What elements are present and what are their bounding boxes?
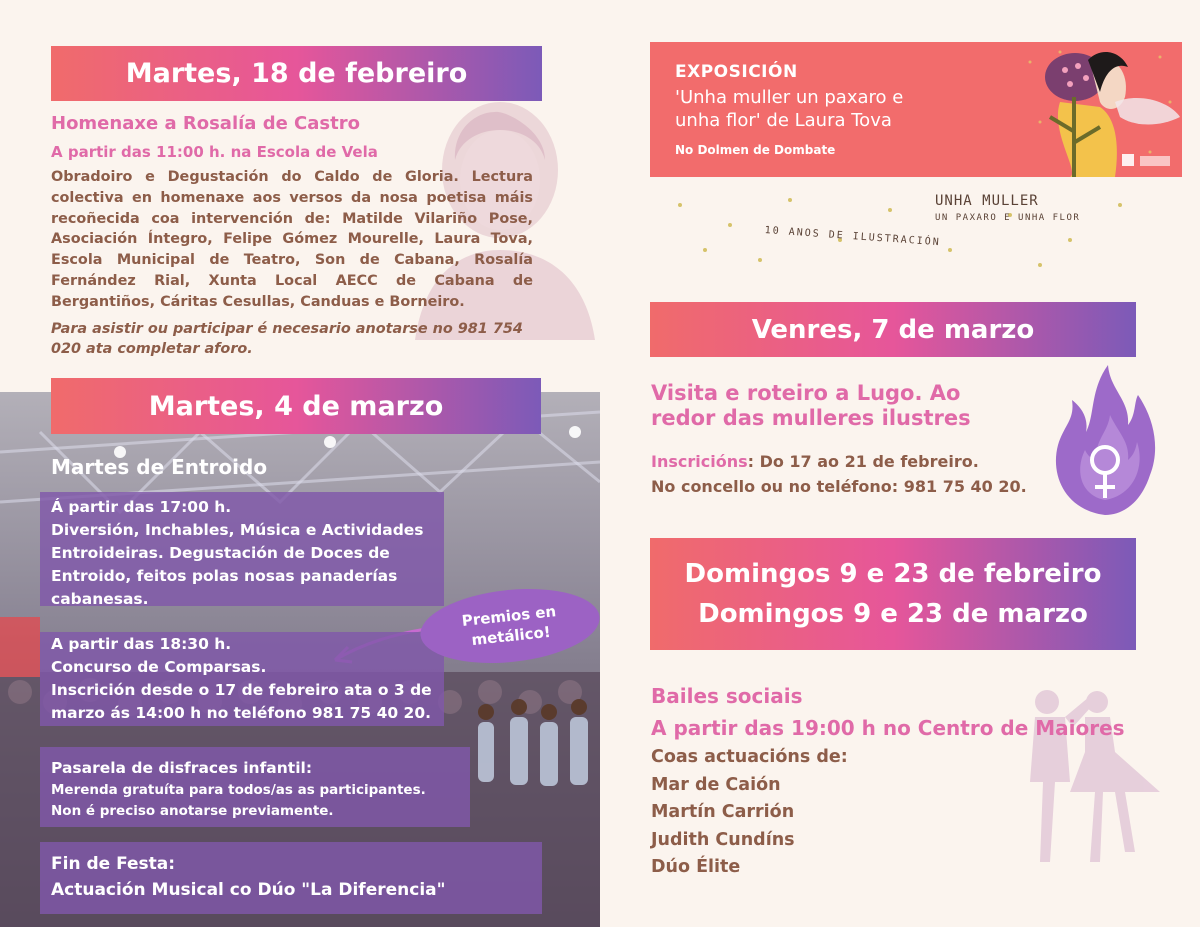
event-time-bailes: A partir das 19:00 h no Centro de Maiores [651, 716, 1125, 740]
dancing-couple-silhouette [985, 672, 1165, 872]
woman-flower-illustration [1020, 42, 1182, 177]
event-registration-note: Para asistir ou participar é necesario anotarse no 981 754 020 ata completar aforo. [51, 321, 523, 358]
performer-item: Mar de Caión [651, 774, 781, 795]
date-banner-text: Martes, 4 de marzo [148, 390, 444, 422]
event-description: Obradoiro e Degustación do Caldo de Gloria. Lectura colectiva en homenaxe aos versos da nosa poetisa máis recoñecida coa intervención de: Matilde Vilariño Pose, Asociación Íntegro, Felipe Gómez Mourelle, Laura Tova, Escola Municipal de Teatro, Son de Cabana, Rosalía Fernández Rial, Xunta Local AECC de Cabana de Bergantiños, Cáritas Cesullas, Canduas e Borneiro. [51, 169, 533, 310]
date-banner-line2: Domingos 9 e 23 de marzo [698, 599, 1088, 629]
date-banner-7-marzo [650, 302, 1136, 357]
date-banner-domingos [650, 538, 1136, 650]
pasarela-text: Pasarela de disfraces infantil: Merenda gratuíta para todos/as as participantes. Non é preciso anotarse previamente. [51, 759, 426, 819]
performer-item: Martín Carrión [651, 802, 795, 822]
date-banner-line1: Domingos 9 e 23 de febreiro [684, 559, 1102, 589]
date-banner-4-marzo [51, 378, 541, 434]
event-title-bailes: Bailes sociais [651, 684, 803, 708]
exhibition-subtitle: 'Unha muller un paxaro e unha flor' de Laura Tova [675, 87, 904, 131]
inscriptions-contact: No concello ou no teléfono: 981 75 40 20. [651, 477, 1027, 496]
performers-list [651, 744, 848, 882]
exhibition-sign-line2: UN PAXARO E UNHA FLOR [935, 213, 1081, 223]
inscriptions-label: Inscricións [651, 452, 748, 471]
female-symbol-flame-icon [1050, 360, 1160, 520]
date-banner-18-febreiro [51, 46, 542, 101]
exhibition-sign-line1: UNHA MULLER [935, 193, 1039, 209]
event-title-lugo: Visita e roteiro a Lugo. Ao redor das mulleres ilustres [651, 381, 971, 430]
performers-intro: Coas actuacións de: [651, 747, 848, 767]
performer-item: Dúo Élite [651, 857, 741, 877]
exhibition-place: No Dolmen de Dombate [675, 143, 836, 157]
event-time: A partir das 11:00 h. na Escola de Vela [51, 143, 378, 161]
date-banner-text: Venres, 7 de marzo [751, 314, 1035, 345]
event-title-homenaxe: Homenaxe a Rosalía de Castro [51, 113, 360, 134]
date-banner-text: Martes, 18 de febreiro [125, 58, 468, 89]
event-inscriptions [651, 449, 1027, 499]
activities-text: Á partir das 17:00 h. Diversión, Inchables, Música e Actividades Entroideiras. Degustación de Doces de Entroido, feitos polas nosas panaderías cabanesas. [51, 498, 424, 608]
inscriptions-dates: : Do 17 ao 21 de febreiro. [747, 452, 979, 471]
exhibition-title: EXPOSICIÓN [675, 62, 798, 82]
fin-de-festa-text: Fin de Festa: Actuación Musical co Dúo "La Diferencia" [51, 854, 446, 900]
exhibition-sign-line3: 10 ANOS DE ILUSTRACIÓN [764, 225, 942, 249]
exhibition-sign-dots [650, 180, 1150, 280]
event-title-entroido: Martes de Entroido [51, 455, 268, 479]
exhibition-banner [650, 42, 1182, 177]
performer-item: Judith Cundíns [651, 829, 795, 850]
prize-speech-bubble: Premios en metálico! [417, 581, 604, 671]
comparsas-text: A partir das 18:30 h. Concurso de Comparsas. Inscrición desde o 17 de febreiro ata o 3 de marzo ás 14:00 h no teléfono 981 75 40 20. [51, 635, 432, 722]
